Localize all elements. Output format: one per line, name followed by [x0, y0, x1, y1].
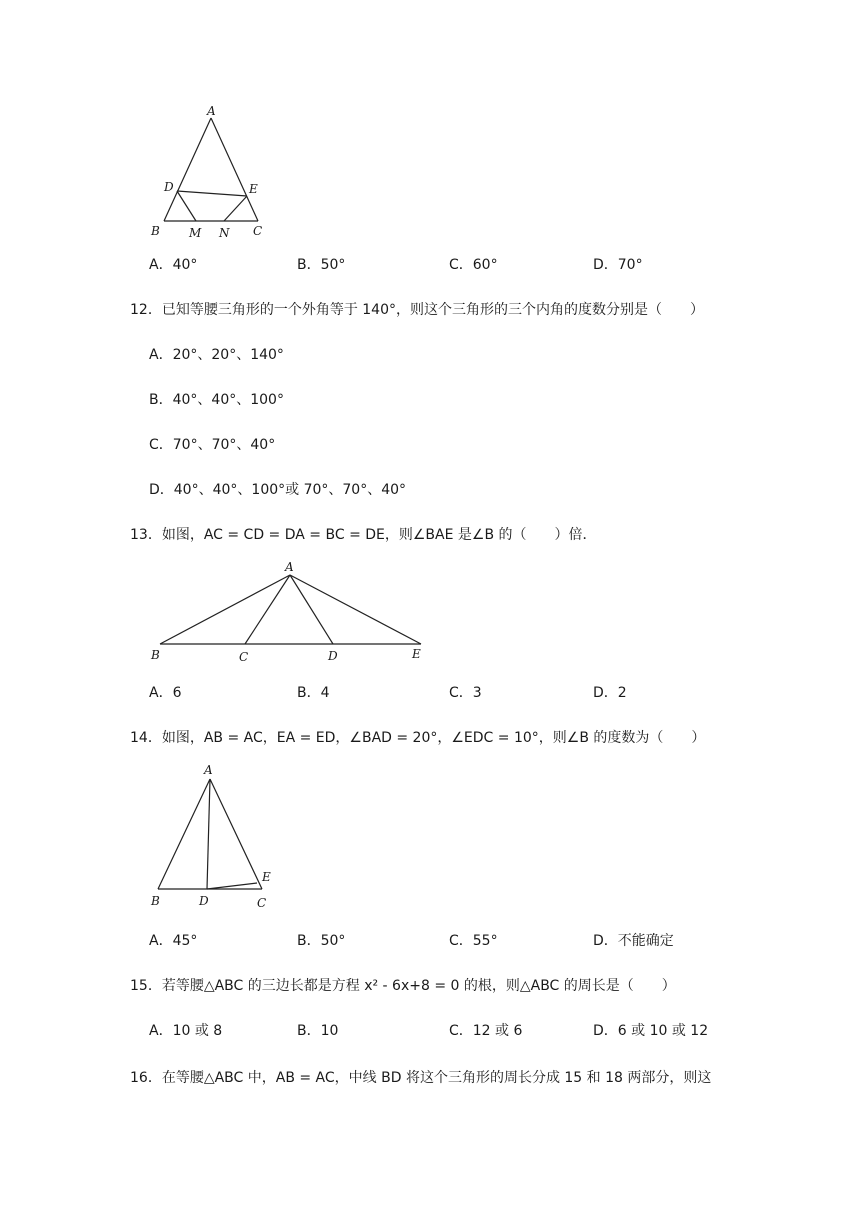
q14-label-c: C	[257, 896, 267, 910]
q16-stem: 16．在等腰△ABC 中，AB = AC，中线 BD 将这个三角形的周长分成 15 和 18 两部分，则这	[130, 1070, 712, 1086]
q15-option-a[interactable]: A．10 或 8	[149, 1023, 223, 1039]
q11-label-e: E	[249, 182, 258, 196]
q11-option-d[interactable]: D．70°	[593, 257, 643, 273]
q15-option-c[interactable]: C．12 或 6	[449, 1023, 523, 1039]
q12-option-b[interactable]: B．40°、40°、100°	[149, 392, 284, 408]
q14-label-a: A	[204, 763, 213, 777]
q12-option-d[interactable]: D．40°、40°、100°或 70°、70°、40°	[149, 482, 407, 498]
q15-stem: 15．若等腰△ABC 的三边长都是方程 x² - 6x+8 = 0 的根，则△ABC 的周长是（ ）	[130, 978, 676, 994]
q14-option-d[interactable]: D．不能确定	[593, 933, 674, 949]
q13-label-a: A	[285, 560, 294, 574]
q14-figure	[140, 758, 290, 918]
q11-option-b[interactable]: B．50°	[297, 257, 346, 273]
q14-option-a[interactable]: A．45°	[149, 933, 198, 949]
q11-label-d: D	[164, 180, 174, 194]
q15-option-b[interactable]: B．10	[297, 1023, 339, 1039]
q12-stem: 12．已知等腰三角形的一个外角等于 140°，则这个三角形的三个内角的度数分别是（ ）	[130, 302, 704, 318]
q14-option-c[interactable]: C．55°	[449, 933, 498, 949]
q11-option-a[interactable]: A．40°	[149, 257, 198, 273]
q13-option-d[interactable]: D．2	[593, 685, 627, 701]
q11-label-n: N	[219, 226, 230, 240]
q13-option-b[interactable]: B．4	[297, 685, 330, 701]
q13-label-c: C	[239, 650, 249, 664]
q13-stem: 13．如图，AC = CD = DA = BC = DE，则∠BAE 是∠B 的（ ）倍．	[130, 527, 597, 543]
q13-figure	[140, 555, 440, 670]
q14-label-e: E	[262, 870, 271, 884]
q15-option-d[interactable]: D．6 或 10 或 12	[593, 1023, 709, 1039]
q13-label-d: D	[328, 649, 338, 663]
q13-option-a[interactable]: A．6	[149, 685, 182, 701]
q14-option-b[interactable]: B．50°	[297, 933, 346, 949]
q14-label-d: D	[199, 894, 209, 908]
q11-option-c[interactable]: C．60°	[449, 257, 498, 273]
q11-label-a: A	[207, 104, 216, 118]
q14-stem: 14．如图，AB = AC，EA = ED，∠BAD = 20°，∠EDC = 10°，则∠B 的度数为（ ）	[130, 730, 706, 746]
q11-label-c: C	[253, 224, 263, 238]
q11-label-b: B	[151, 224, 160, 238]
q12-option-a[interactable]: A．20°、20°、140°	[149, 347, 284, 363]
q13-label-e: E	[412, 647, 421, 661]
q13-option-c[interactable]: C．3	[449, 685, 482, 701]
q11-figure	[140, 100, 280, 245]
q12-option-c[interactable]: C．70°、70°、40°	[149, 437, 276, 453]
q11-label-m: M	[189, 226, 202, 240]
q14-label-b: B	[151, 894, 160, 908]
q13-label-b: B	[151, 648, 160, 662]
